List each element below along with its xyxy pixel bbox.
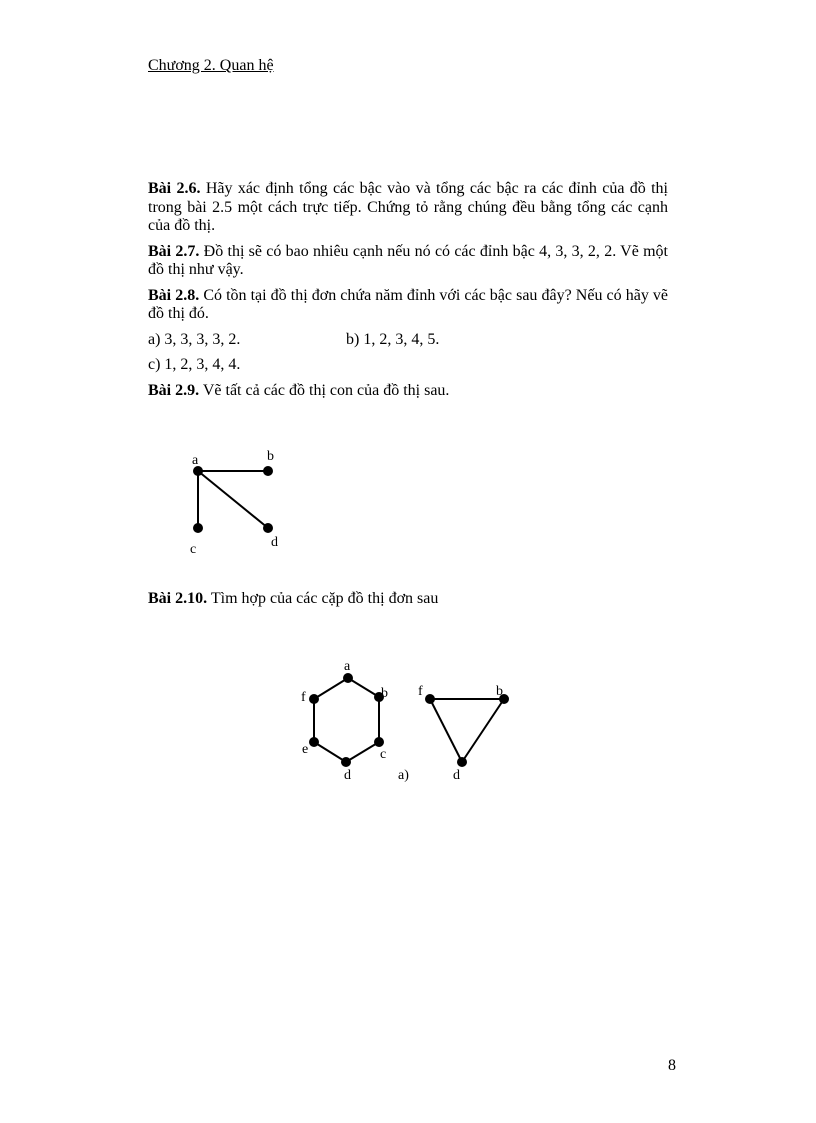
exercise-2-6 [148, 180, 668, 236]
exercise-content-2 [148, 590, 668, 616]
edge-f-a [314, 678, 348, 699]
exercise-text: Có tồn tại đồ thị đơn chứa năm đỉnh với các bậc sau đây? Nếu có hãy vẽ đồ thị đó. [148, 286, 669, 322]
page-number: 8 [668, 1057, 676, 1074]
label-c: c [190, 542, 197, 557]
exercise-number: Bài 2.6. [148, 180, 201, 197]
exercise-2-8 [148, 287, 668, 324]
graph-label: a) [398, 768, 409, 783]
label-d: d [271, 535, 278, 550]
label-a: a [344, 659, 351, 674]
label-f: f [418, 684, 423, 699]
edge-a-b [348, 678, 379, 697]
vertex-d [457, 757, 467, 767]
vertex-c [374, 737, 384, 747]
vertex-f [309, 694, 319, 704]
option-c: c) 1, 2, 3, 4, 4. [148, 356, 241, 373]
label-e: e [302, 742, 309, 757]
vertex-b [263, 466, 273, 476]
label-f: f [301, 690, 306, 705]
hexagon-graph [301, 659, 388, 783]
label-c: c [380, 747, 387, 762]
exercise-text: Tìm hợp của các cặp đồ thị đơn sau [210, 590, 439, 607]
edge-b-d [462, 699, 504, 762]
option-a: a) 3, 3, 3, 3, 2. [148, 330, 241, 348]
edge-c-d [346, 742, 379, 762]
exercise-number: Bài 2.8. [148, 286, 200, 304]
exercise-number: Bài 2.10. [148, 590, 208, 607]
exercise-text: Vẽ tất cả các đồ thị con của đồ thị sau. [202, 381, 450, 399]
label-d: d [453, 768, 460, 783]
graph-2-10 [290, 655, 530, 785]
vertex-a [343, 673, 353, 683]
exercise-2-8-options-row1 [148, 331, 668, 350]
edge-a-d [198, 471, 268, 528]
exercise-text: Đồ thị sẽ có bao nhiêu cạnh nếu nó có các đỉnh bậc 4, 3, 3, 2, 2. Vẽ một đồ thị như vậy. [148, 242, 669, 278]
exercise-text: Hãy xác định tổng các bậc vào và tổng các bậc ra các đỉnh của đồ thị trong bài 2.5 một cách trực tiếp. Chứng tỏ rằng chúng đều bằng tổng các cạnh của đồ thị. [148, 180, 668, 234]
exercise-2-8-options-row2 [148, 356, 668, 375]
edge-d-f [430, 699, 462, 762]
exercise-2-10 [148, 590, 668, 609]
vertex-d [341, 757, 351, 767]
edge-d-e [314, 742, 346, 762]
label-b: b [381, 686, 388, 701]
label-b: b [267, 449, 274, 464]
exercise-number: Bài 2.7. [148, 242, 200, 260]
vertex-f [425, 694, 435, 704]
vertex-c [193, 523, 203, 533]
label-d: d [344, 768, 351, 783]
exercise-content [148, 180, 668, 407]
triangle-graph [418, 684, 509, 783]
vertex-d [263, 523, 273, 533]
vertex-e [309, 737, 319, 747]
option-b: b) 1, 2, 3, 4, 5. [346, 330, 440, 348]
exercise-2-9 [148, 382, 668, 401]
exercise-number: Bài 2.9. [148, 381, 200, 399]
exercise-2-7 [148, 243, 668, 280]
chapter-header: Chương 2. Quan hệ [148, 57, 274, 74]
graph-2-9 [180, 445, 300, 560]
label-a: a [192, 453, 199, 468]
label-b: b [496, 684, 503, 699]
